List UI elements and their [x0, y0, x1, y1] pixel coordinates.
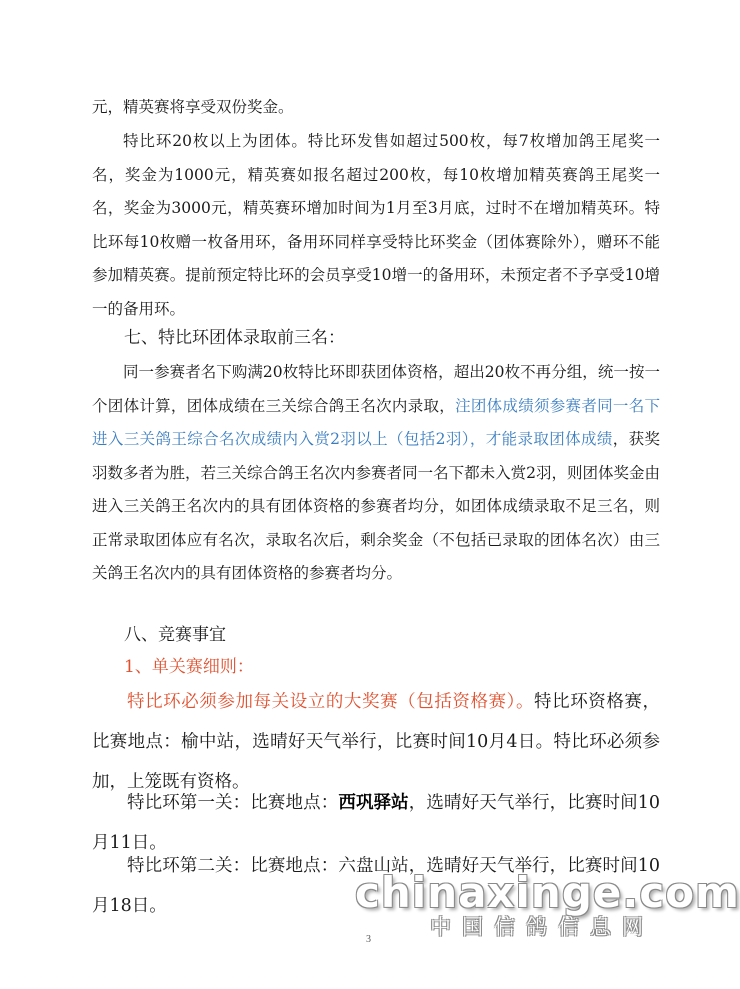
race-1-label: 特比环第一关：比赛地点： — [127, 793, 339, 813]
section-heading-8: 八、竞赛事宜 — [124, 625, 226, 645]
paragraph-prize-double: 元，精英赛将享受双份奖金。 — [92, 98, 294, 116]
watermark-site-name: 中国信鸽信息网 — [430, 915, 654, 939]
subheading-single-race: 1、单关赛细则： — [124, 657, 254, 677]
race-1-details: ，选晴好天气举行，比赛时间10月11日。 — [92, 793, 661, 853]
paragraph-race-2: 特比环第二关：比赛地点：六盘山站，选晴好天气举行，比赛时间10月18日。 — [92, 856, 660, 916]
paragraph-special-ring-team: 特比环20枚以上为团体。特比环发售如超过500枚，每7枚增加鸽王尾奖一名，奖金为1000元，精英赛如报名超过200枚，每10枚增加精英赛鸽王尾奖一名，奖金为3000元，精英赛环增加时间为1月至3月底，过时不在增加精英环。特比环每10枚赠一枚备用环，备用环同样享受特比环奖金（团体赛除外），赠环不能参加精英赛。提前预定特比环的会员享受10增一的备用环，未预定者不予享受10增一的备用环。 — [92, 132, 660, 318]
race-1-location: 西巩驿站 — [338, 793, 409, 813]
team-rule-text: 同一参赛者名下购满20枚特比环即获团体资格，超出20枚不再分组，统一按一个团体计算，团体成绩在三关综合鸽王名次内录取， — [92, 363, 660, 415]
paragraph-team-ranking — [92, 356, 660, 591]
section-heading-7: 七、特比环团体录取前三名： — [124, 328, 345, 348]
page-number: 3 — [366, 934, 371, 945]
watermark-url: chinaxinge.com — [355, 868, 740, 917]
team-note-highlight: 注团体成绩须参赛者同一名下进入三关鸽王综合名次成绩内入赏2羽以上（包括2羽），才能录取团体成绩 — [92, 396, 660, 448]
qualifier-text: 特比环资格赛，比赛地点：榆中站，选晴好天气举行，比赛时间10月4日。特比环必须参加，上笼既有资格。 — [92, 692, 661, 792]
team-rule-text-cont: ，获奖羽数多者为胜，若三关综合鸽王名次内参赛者同一名下都未入赏2羽，则团体奖金由进入三关鸽王名次内的具有团体资格的参赛者均分，如团体成绩录取不足三名，则正常录取团体应有名次，录取名次后，剩余奖金（不包括已录取的团体名次）由三关鸽王名次内的具有团体资格的参赛者均分。 — [92, 430, 660, 582]
qualifier-highlight: 特比环必须参加每关设立的大奖赛（包括资格赛）。 — [127, 692, 535, 712]
